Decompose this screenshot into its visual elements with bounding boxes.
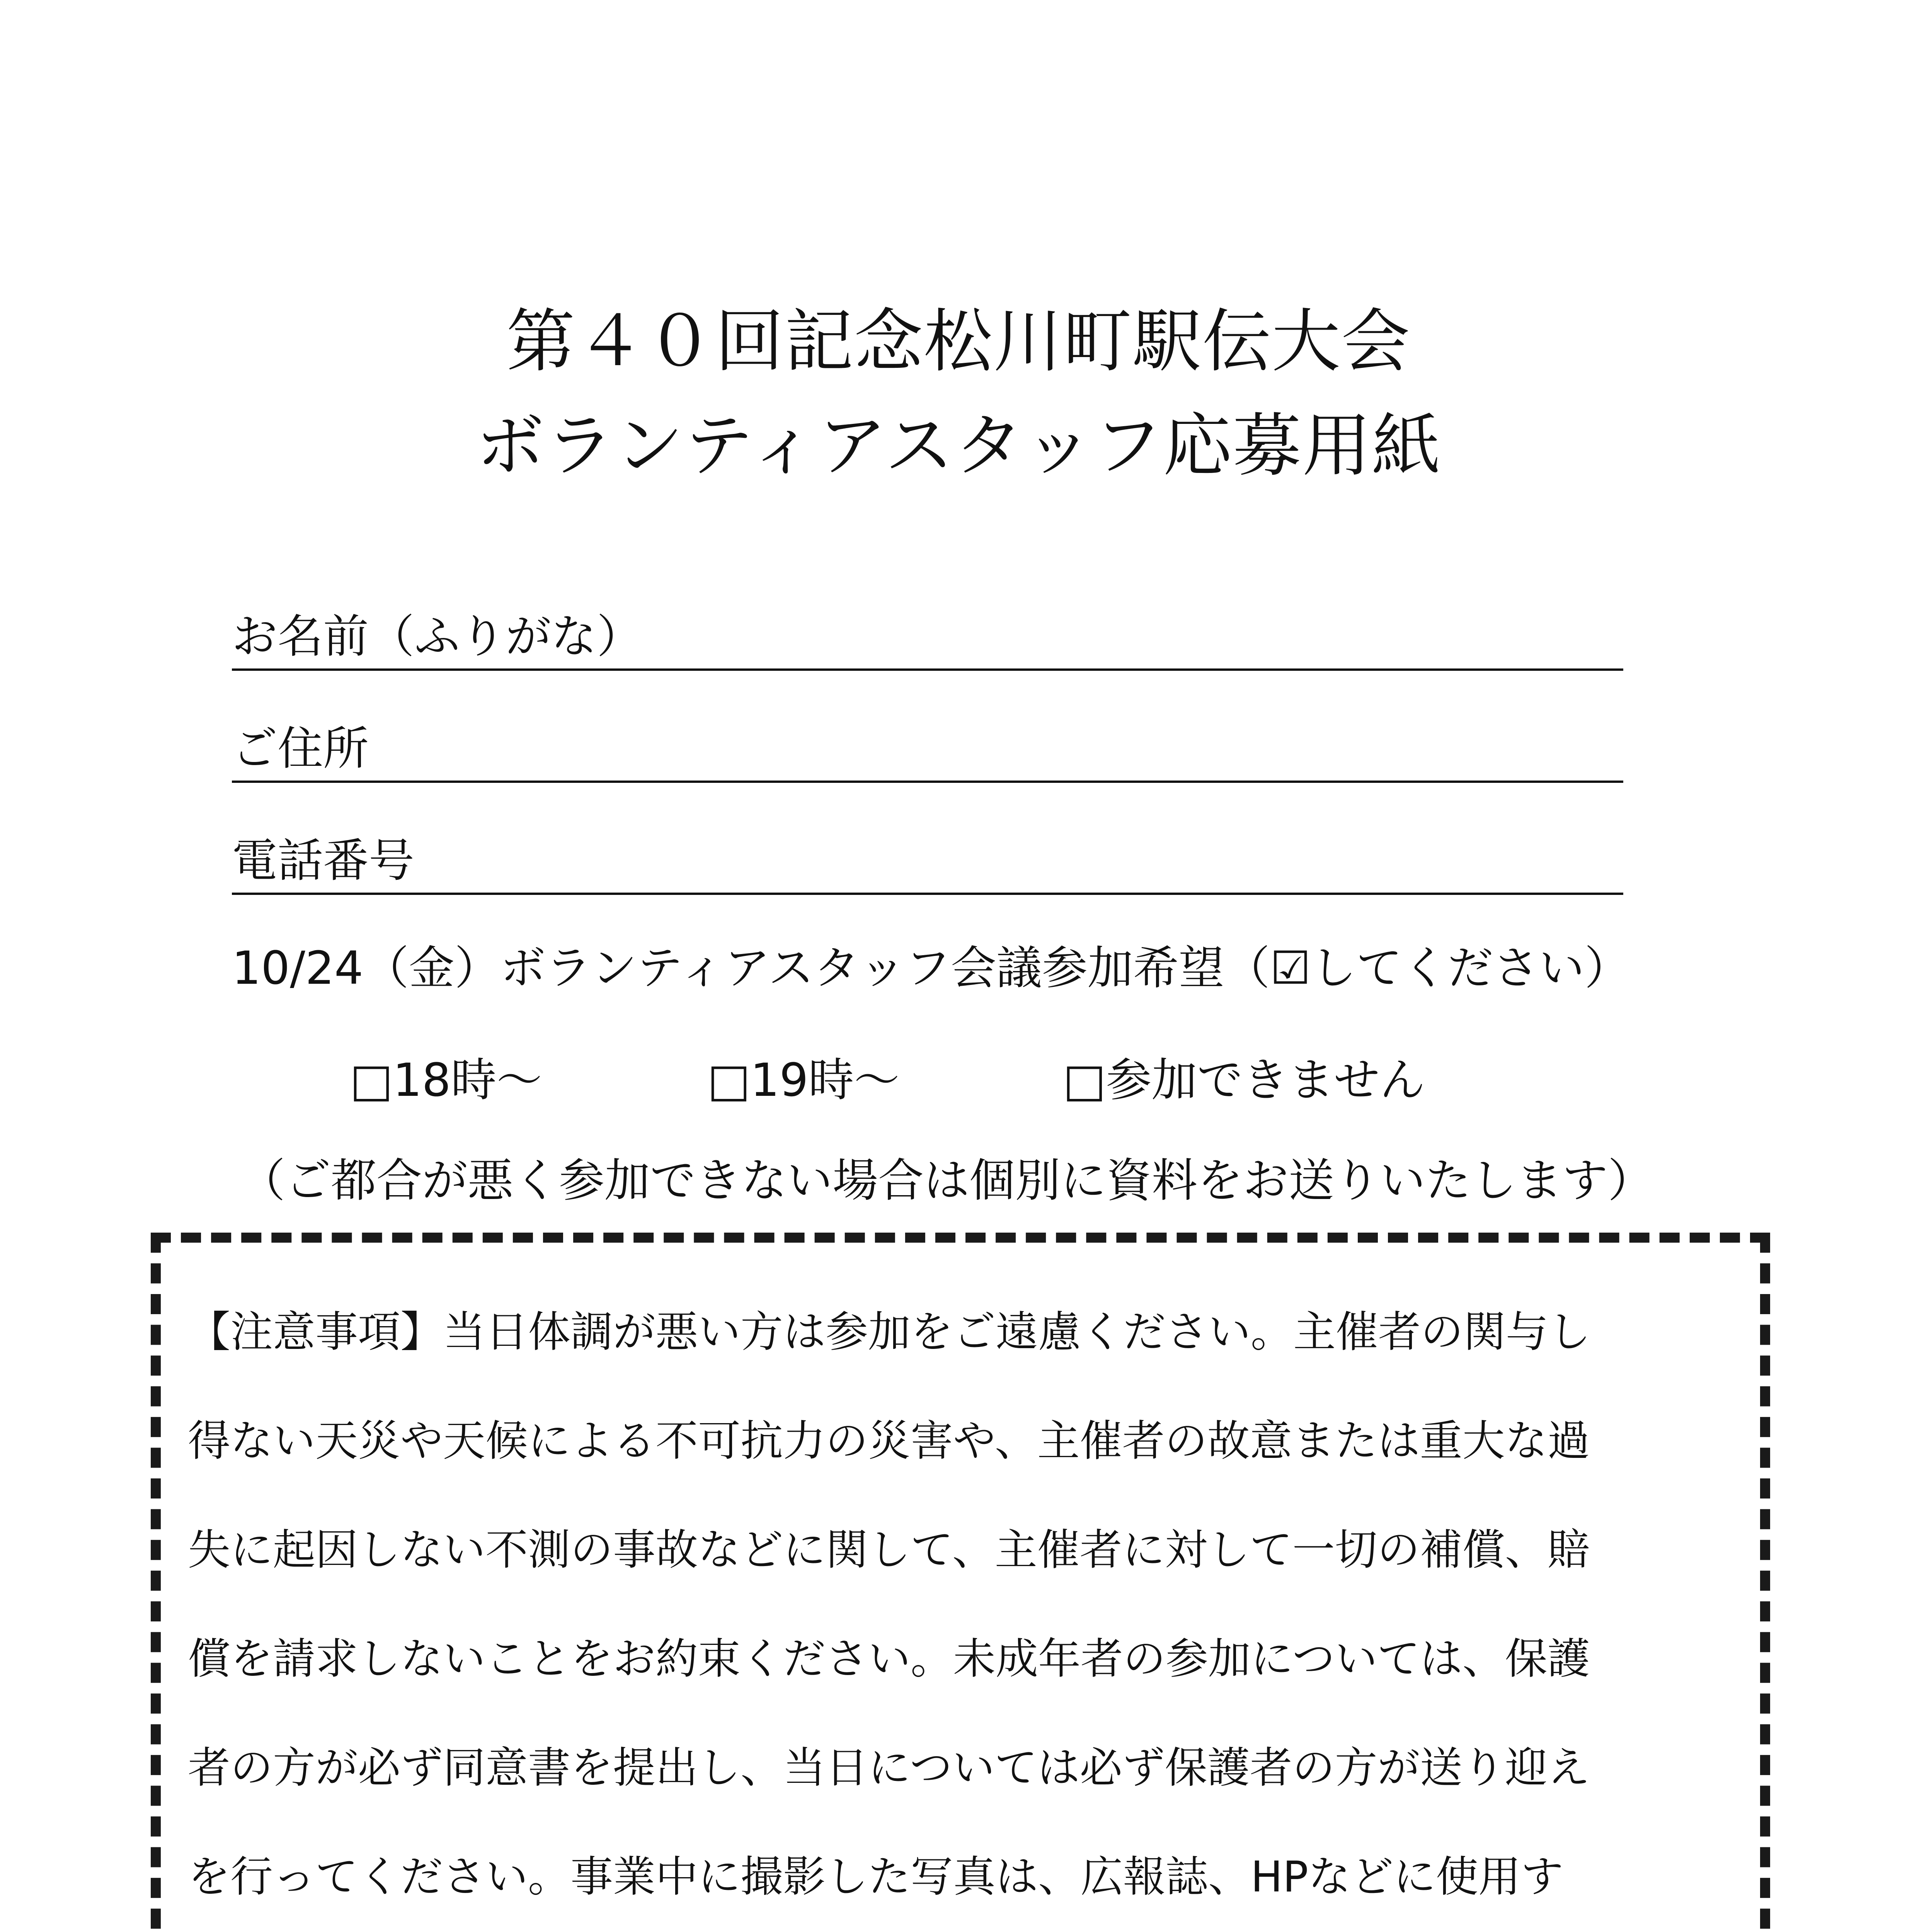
notice-line: 【注意事項】当日体調が悪い方は参加をご遠慮ください。主催者の関与し bbox=[188, 1307, 1591, 1357]
notice-line: を行ってください。事業中に撮影した写真は、広報誌、HPなどに使用す bbox=[188, 1852, 1564, 1901]
notice-box bbox=[151, 1233, 1770, 1932]
option-18-checkbox[interactable]: □18時～ bbox=[350, 1053, 542, 1107]
page-title-line1: 第４０回記念松川町駅伝大会 bbox=[506, 301, 1411, 381]
phone-field-label: 電話番号 bbox=[232, 834, 415, 887]
page-title-line2: ボランティアスタッフ応募用紙 bbox=[475, 406, 1442, 486]
address-field[interactable] bbox=[232, 715, 1623, 783]
meeting-note: （ご都合が悪く参加できない場合は個別に資料をお送りいたします） bbox=[240, 1154, 1654, 1207]
notice-line: 失に起因しない不測の事故などに関して、主催者に対して一切の補償、賠 bbox=[188, 1525, 1590, 1575]
option-absent-checkbox[interactable]: □参加できません bbox=[1063, 1053, 1425, 1107]
option-19-checkbox[interactable]: □19時～ bbox=[707, 1053, 900, 1107]
phone-field[interactable] bbox=[232, 827, 1623, 895]
notice-line: 償を請求しないことをお約束ください。未成年者の参加については、保護 bbox=[188, 1634, 1590, 1684]
name-field-label: お名前（ふりがな） bbox=[232, 610, 643, 663]
notice-line: 得ない天災や天候による不可抗力の災害や、主催者の故意または重大な過 bbox=[188, 1416, 1590, 1466]
name-field[interactable] bbox=[232, 603, 1623, 671]
address-field-label: ご住所 bbox=[232, 722, 369, 775]
notice-line: 者の方が必ず同意書を提出し、当日については必ず保護者の方が送り迎え bbox=[188, 1743, 1590, 1793]
notice-text bbox=[188, 1277, 1738, 1932]
meeting-question: 10/24（金）ボランティアスタッフ会議参加希望（☑してください） bbox=[232, 941, 1630, 995]
